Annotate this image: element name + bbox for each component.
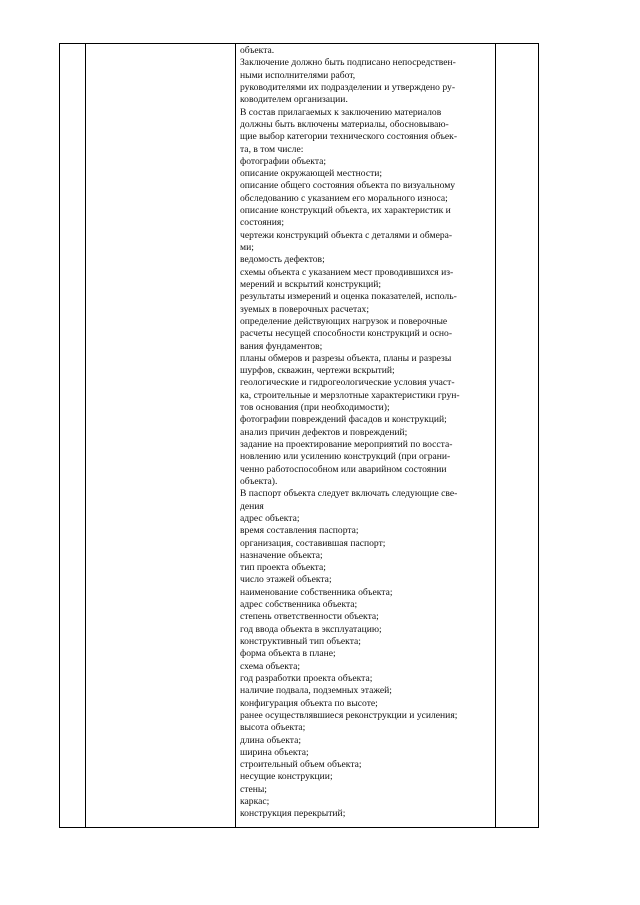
text-line: мерений и вскрытий конструкций; (240, 278, 382, 290)
text-line: объекта. (240, 45, 275, 56)
text-line: адрес объекта; (240, 512, 300, 524)
text-line: ширина объекта; (240, 746, 309, 758)
text-line: обследованию с указанием его морального износа; (240, 192, 448, 204)
text-line: каркас; (240, 796, 270, 808)
column-divider-1 (59, 43, 60, 828)
text-line: назначение объекта; (240, 549, 323, 561)
text-line: описание общего состояния объекта по визуальному (240, 180, 456, 192)
text-line: задание на проектирование мероприятий по восста- (240, 439, 453, 450)
text-line: схема объекта; (240, 660, 301, 672)
text-line: адрес собственника объекта; (240, 599, 358, 611)
text-line: наличие подвала, подземных этажей; (240, 685, 392, 697)
text-line: та, в том числе: (240, 143, 304, 155)
text-line: стены; (240, 783, 267, 795)
text-line: результаты измерений и оценка показателей, исполь- (240, 291, 457, 303)
column-divider-5 (538, 43, 539, 828)
text-line: новлению или усилению конструкций (при ограни- (240, 451, 451, 463)
text-line: несущие конструкции; (240, 771, 333, 783)
text-line: состояния; (240, 217, 284, 229)
table-bottom-border (59, 827, 539, 828)
text-line: конструкция перекрытий; (240, 808, 346, 820)
text-line: конструктивный тип объекта; (240, 636, 361, 647)
requirements-text-cell (240, 45, 491, 821)
text-line: ка, строительные и мерзлотные характеристики грун- (240, 389, 460, 401)
column-divider-3 (235, 43, 236, 828)
text-line: расчеты несущей способности конструкций и осно- (240, 328, 453, 340)
text-line: тип проекта объекта; (240, 562, 326, 574)
text-line: планы обмеров и разрезы объекта, планы и разрезы (240, 352, 452, 364)
text-line: схемы объекта с указанием мест проводившихся из- (240, 266, 454, 278)
text-line: тов основания (при необходимости); (240, 402, 390, 414)
column-divider-4 (495, 43, 496, 828)
text-line: время составления паспорта; (240, 525, 359, 537)
text-line: объекта). (240, 475, 278, 487)
text-line: щие выбор категории технического состояния объек- (240, 131, 458, 143)
text-line: руководителями их подразделении и утверждено ру- (240, 81, 456, 93)
text-line: описание конструкций объекта, их характеристик и (240, 205, 451, 217)
text-line: В паспорт объекта следует включать следующие све- (240, 488, 458, 500)
text-line: высота объекта; (240, 722, 306, 734)
text-line: описание окружающей местности; (240, 168, 383, 180)
text-line: ными исполнителями работ, (240, 69, 356, 81)
text-line: ми; (240, 242, 254, 253)
text-line: Заключение должно быть подписано непосредствен- (240, 57, 456, 69)
text-line: геологические и гидрогеологические условия участ- (240, 377, 455, 389)
text-line: организация, составившая паспорт; (240, 537, 386, 549)
text-line: длина объекта; (240, 734, 302, 746)
text-line: ченно работоспособном или аварийном состоянии (240, 463, 447, 475)
text-line: ководителем организации. (240, 94, 348, 106)
column-divider-2 (85, 43, 86, 828)
text-line: шурфов, скважин, чертежи вскрытий; (240, 365, 395, 377)
text-line: год разработки проекта объекта; (240, 672, 373, 684)
text-line: фотографии повреждений фасадов и конструкций; (240, 414, 447, 426)
text-line: ведомость дефектов; (240, 254, 325, 266)
text-line: зуемых в поверочных расчетах; (240, 303, 369, 315)
text-line: анализ причин дефектов и повреждений; (240, 426, 408, 438)
text-line: В состав прилагаемых к заключению материалов (240, 106, 442, 118)
text-line: степень ответственности объекта; (240, 611, 379, 623)
text-line: определение действующих нагрузок и поверочные (240, 315, 448, 327)
text-line: число этажей объекта; (240, 574, 332, 586)
table-top-border (59, 43, 539, 44)
text-line: чертежи конструкций объекта с деталями и обмера- (240, 229, 453, 241)
text-line: год ввода объекта в эксплуатацию; (240, 623, 382, 635)
text-line: фотографии объекта; (240, 155, 327, 167)
text-line: ранее осуществлявшиеся реконструкции и усиления; (240, 709, 458, 721)
text-line: дения (240, 500, 264, 512)
text-line: строительный объем объекта; (240, 759, 362, 771)
text-line: конфигурация объекта по высоте; (240, 697, 378, 709)
text-line: наименование собственника объекта; (240, 586, 393, 598)
text-line: форма объекта в плане; (240, 648, 336, 660)
text-line: должны быть включены материалы, обосновываю- (240, 118, 449, 130)
text-line: вания фундаментов; (240, 340, 323, 352)
